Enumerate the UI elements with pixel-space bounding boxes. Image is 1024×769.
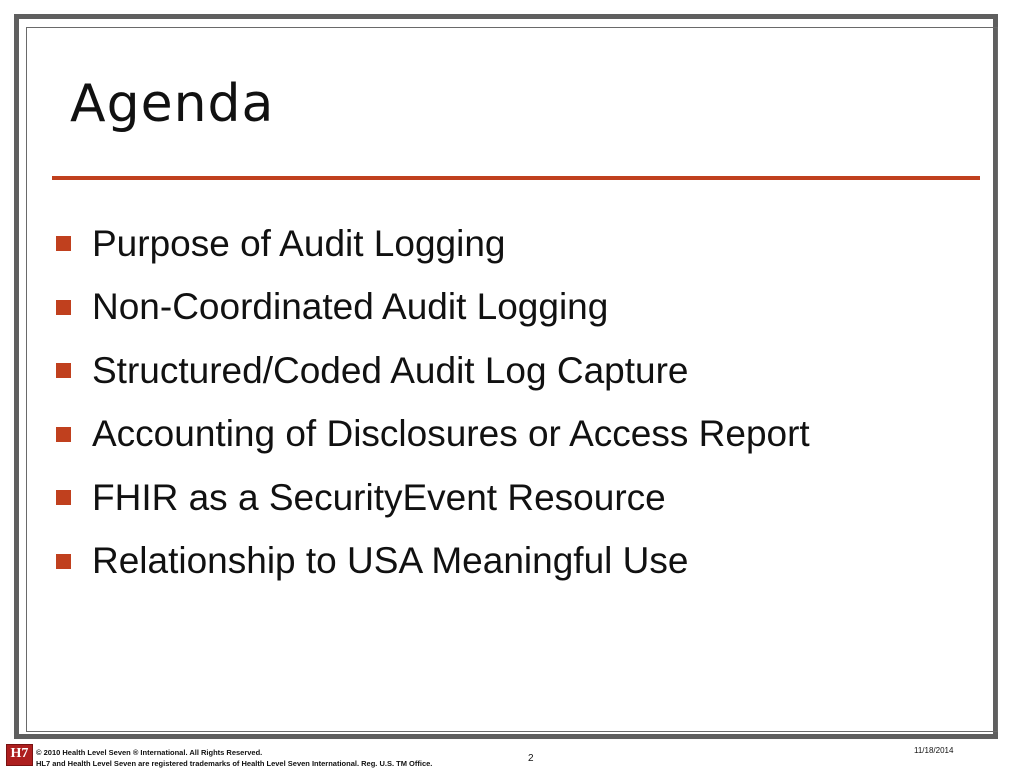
agenda-item-text: Accounting of Disclosures or Access Report bbox=[92, 413, 810, 455]
agenda-item bbox=[56, 212, 810, 276]
square-bullet-icon bbox=[56, 236, 71, 251]
footer-copyright bbox=[36, 747, 432, 769]
agenda-item bbox=[56, 276, 810, 340]
agenda-item-text: Relationship to USA Meaningful Use bbox=[92, 540, 689, 582]
square-bullet-icon bbox=[56, 300, 71, 315]
agenda-item-text: Non-Coordinated Audit Logging bbox=[92, 286, 609, 328]
footer-date: 11/18/2014 bbox=[914, 746, 954, 755]
agenda-item-text: Purpose of Audit Logging bbox=[92, 222, 506, 264]
agenda-item bbox=[56, 466, 810, 530]
agenda-item bbox=[56, 339, 810, 403]
trademark-line: HL7 and Health Level Seven are registered trademarks of Health Level Seven International. Reg. U.S. TM Office. bbox=[36, 759, 433, 768]
slide-title: Agenda bbox=[70, 74, 275, 134]
square-bullet-icon bbox=[56, 363, 71, 378]
square-bullet-icon bbox=[56, 427, 71, 442]
square-bullet-icon bbox=[56, 490, 71, 505]
copyright-line: © 2010 Health Level Seven ® International. All Rights Reserved. bbox=[36, 748, 263, 757]
agenda-item bbox=[56, 403, 810, 467]
title-divider bbox=[52, 176, 980, 180]
agenda-item-text: Structured/Coded Audit Log Capture bbox=[92, 349, 689, 391]
agenda-list bbox=[56, 212, 810, 593]
square-bullet-icon bbox=[56, 554, 71, 569]
agenda-item bbox=[56, 530, 810, 594]
agenda-item-text: FHIR as a SecurityEvent Resource bbox=[92, 476, 666, 518]
hl7-logo-icon: H7 bbox=[6, 744, 33, 766]
page-number: 2 bbox=[528, 753, 534, 764]
